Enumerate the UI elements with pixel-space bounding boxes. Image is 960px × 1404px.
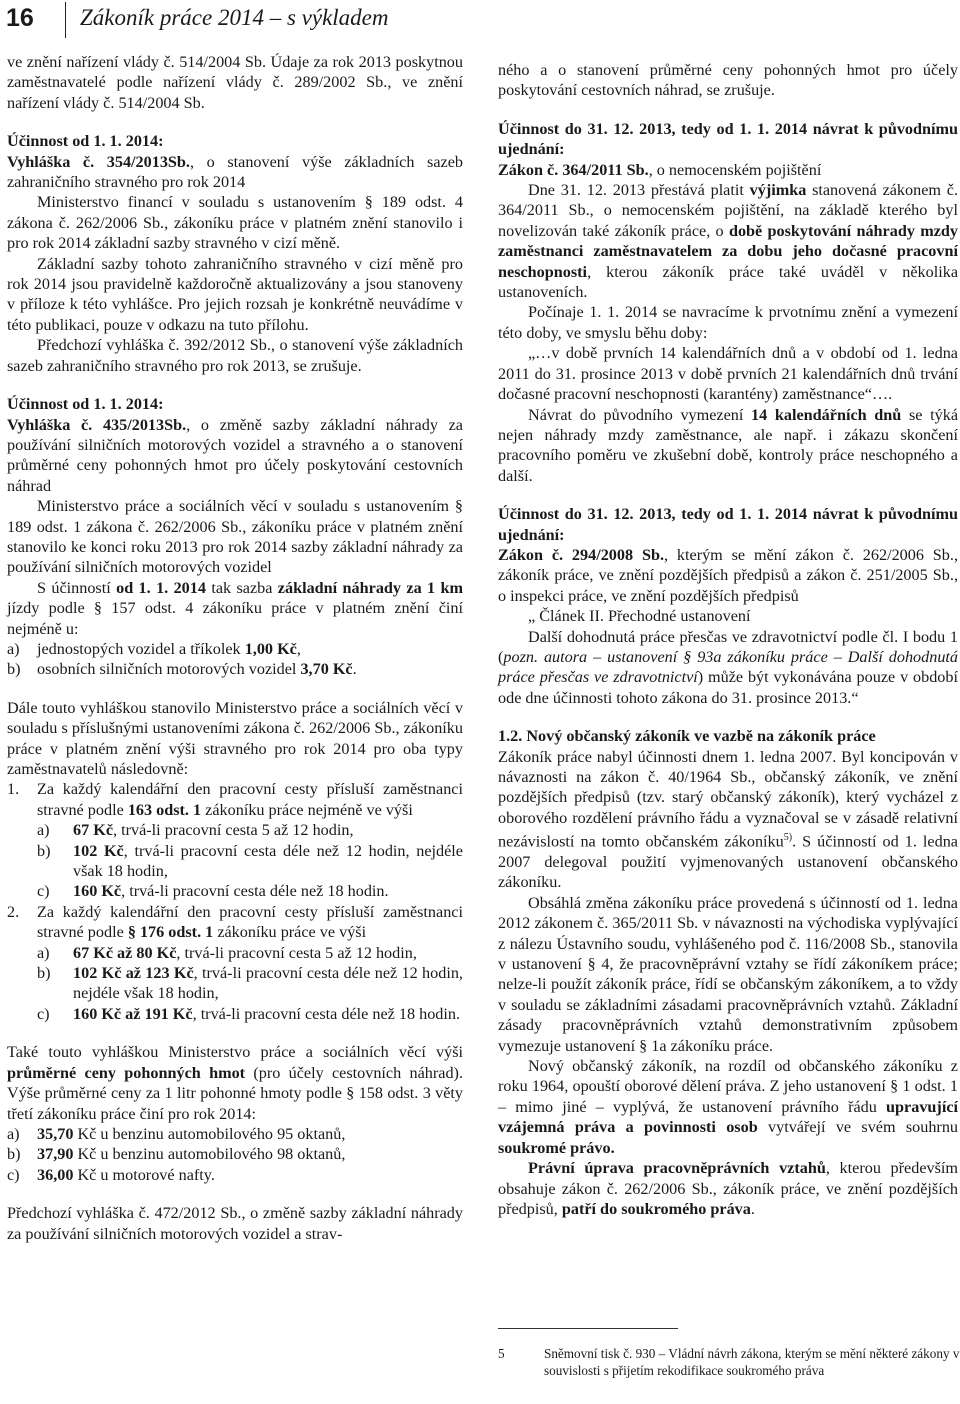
list-marker: a) (7, 639, 20, 658)
text-bold: 14 kalendářních dnů (751, 405, 902, 424)
paragraph (498, 627, 958, 709)
footnote (498, 1346, 960, 1379)
text: Zákoník práce nabyl účinnosti dnem 1. ledna 2007. Byl koncipován v návaznosti na zákon č. 40/1964 Sb., občanský zákoník, ve znění pozdějších předpisů (tzv. starý občanský zákoník), který vycházel z oborového rozdělení právního řádu a vyznačoval se v zásadě relativní nezávislostí na tomto občanském zákoníku (498, 747, 958, 851)
text-bold: 67 Kč až 80 Kč (73, 943, 177, 962)
text-bold: upravující vzájemná práva a povinnosti osob (498, 1097, 958, 1137)
paragraph: Ministerstvo financí v souladu s ustanovením § 189 odst. 4 zákona č. 262/2006 Sb., zákoníku práce v platném znění stanovilo i pro rok 2014 základní sazby stravného v cizí měně. (7, 193, 463, 253)
list-marker: b) (7, 660, 21, 679)
list-marker: c) (37, 1004, 50, 1023)
text: . S účinností od 1. ledna 2007 delegoval použití vyjmenovaných ustanovení občanského zákoníku. (498, 832, 958, 892)
text: jednostopých vozidel a tříkolek (37, 639, 245, 658)
list-marker: 2. (7, 902, 20, 921)
text: Za každý kalendářní den pracovní cesty přísluší zaměstnanci stravné podle (37, 902, 463, 942)
list-item (7, 659, 463, 679)
list-item (7, 1165, 463, 1185)
text: Další dohodnutá práce přesčas ve zdravotnictví podle čl. I bodu 1 ( (498, 627, 958, 666)
list-item (7, 963, 463, 1004)
paragraph: ve znění nařízení vlády č. 514/2004 Sb. Údaje za rok 2013 poskytnou zaměstnavatelé podle nařízení vlády č. 289/2002 Sb., ve znění nařízení vlády č. 514/2004 Sb. (7, 53, 463, 112)
text: , trvá-li pracovní cesta déle než 18 hodin. (121, 882, 389, 901)
text: osobních silničních motorových vozidel (37, 660, 301, 679)
text-bold: od 1. 1. 2014 (116, 578, 206, 597)
decree-title: Vyhláška č. 435/2013Sb. (7, 415, 187, 434)
text: stanovená zákonem č. 364/2011 Sb., o nemocenském pojištění, na základě kterého byl novelizován také zákoník práce, o (498, 181, 958, 240)
paragraph (7, 415, 463, 497)
text-bold: patří do soukromého práva (561, 1199, 751, 1218)
text: , kterou především obsahuje zákon č. 262/2006 Sb., zákoník práce, ve znění pozdějších předpisů, (498, 1159, 958, 1218)
paragraph: Ministerstvo práce a sociálních věcí v souladu s ustanovením § 189 odst. 1 zákona č. 262/2006 Sb., zákoníku práce v platném znění stanovilo ke konci roku 2013 pro rok 2014 sazby základní náhrady za používání silničních motorových vozidel (7, 497, 463, 577)
text: , (296, 639, 301, 658)
text-bold: soukromé právo. (498, 1138, 615, 1157)
section-heading: Účinnost od 1. 1. 2014: (7, 395, 164, 414)
page-number: 16 (6, 4, 34, 32)
numbered-item (7, 779, 463, 820)
footnote-ref: 5) (783, 832, 793, 844)
text: zákoníku práce nejméně ve výši (201, 800, 413, 819)
quote: „…v době prvních 14 kalendářních dnů a v období od 1. ledna 2011 do 31. prosince 2013 v době prvních 21 kalendářních dnů trvání dočasné pracovní neschopnosti (karantény) zaměstnance“…. (498, 344, 958, 404)
footnote-rule (498, 1328, 678, 1329)
paragraph: Základní sazby tohoto zahraničního stravného v cizí měně pro rok 2014 jsou pravidelně každoročně aktualizovány a jsou stanoveny v příloze k této vyhlášce. Pro jejich rozsah je konkrétně neuvádíme v této publikaci, pouze v odkazu na tuto přílohu. (7, 254, 463, 334)
text: , kterým se mění zákon č. 262/2006 Sb., zákoník práce, ve znění pozdějších předpisů a zákon č. 251/2005 Sb., o inspekci práce, ve znění pozdějších předpisů (498, 545, 958, 605)
list-marker: c) (7, 1165, 20, 1184)
text-bold: 1,00 Kč (244, 639, 297, 658)
text: ) může být vykonávána pouze v období ode dne účinnosti tohoto zákona do 31. prosince 2013.“ (498, 668, 958, 707)
header-divider (65, 2, 66, 38)
list-marker: b) (37, 964, 51, 983)
paragraph: ného a o stanovení průměrné ceny pohonných hmot pro účely poskytování cestovních náhrad, se zrušuje. (498, 61, 958, 100)
paragraph: Obsáhlá změna zákoníku práce provedená s účinností od 1. ledna 2012 zákonem č. 365/2011 Sb. v návaznosti na východiska vyplývající z nálezu Ústavního soudu, vyhlášeného pod č. 116/2008 Sb., stanovila v ustanovení § 4, že pracovněprávní vztahy se řídí zákoníkem práce; nelze-li použít zákoník práce, řídí se občanským zákoníkem, a to vždy v souladu se základními zásadami pracovněprávních vztahů. Základní zásady pracovněprávních vztahů demonstrativním způsobem vymezuje ustanovení § 1a zákoníku práce. (498, 893, 958, 1055)
paragraph (498, 1158, 958, 1219)
list-item (7, 639, 463, 659)
text-bold: 36,00 (37, 1165, 74, 1184)
list-marker: c) (37, 882, 50, 901)
text-bold: 160 Kč až 191 Kč (73, 1004, 193, 1023)
text-bold: době poskytování náhrady mzdy zaměstnanci zaměstnavatelem za dobu jeho dočasné pracovní neschopnosti (498, 221, 958, 281)
text: Také touto vyhláškou Ministerstvo práce a sociálních věcí výši (7, 1043, 463, 1062)
paragraph: Dále touto vyhláškou stanovilo Ministerstvo práce a sociálních věcí v souladu s příslušnými ustanoveními zákona č. 262/2006 Sb., zákoníku práce v platném znění výši stravného pro rok 2014 pro oba typy zaměstnavatelů následovně: (7, 698, 463, 778)
list-marker: b) (37, 841, 51, 860)
text-bold: 160 Kč (73, 882, 122, 901)
law-title: Zákon č. 364/2011 Sb. (498, 160, 649, 179)
text: , trvá-li pracovní cesta 5 až 12 hodin, (113, 821, 354, 840)
text-bold: 35,70 (37, 1124, 74, 1143)
paragraph (498, 1056, 958, 1158)
running-title: Zákoník práce 2014 – s výkladem (80, 5, 389, 30)
text: Dne 31. 12. 2013 přestává platit (528, 181, 750, 200)
list-item (7, 943, 463, 963)
numbered-item (7, 902, 463, 943)
list-marker: 1. (7, 780, 20, 799)
page-header (0, 0, 960, 46)
list-item (7, 841, 463, 882)
text-bold: 102 Kč (73, 841, 124, 860)
text-bold: Právní úprava pracovněprávních vztahů (528, 1159, 826, 1178)
paragraph (498, 180, 958, 302)
text: Kč u motorové nafty. (73, 1165, 215, 1184)
rate-list (7, 639, 463, 680)
paragraph (498, 160, 958, 180)
right-column (498, 60, 958, 1219)
text: , o stanovení výše základních sazeb zahraničního stravného pro rok 2014 (7, 152, 463, 192)
text: Kč u benzinu automobilového 98 oktanů, (73, 1145, 346, 1164)
text: , trvá-li pracovní cesta 5 až 12 hodin, (176, 943, 417, 962)
decree-title: Vyhláška č. 354/2013Sb. (7, 152, 190, 171)
text: , trvá-li pracovní cesta déle než 18 hodin. (192, 1004, 461, 1023)
text: S účinností (37, 578, 117, 597)
list-marker: a) (7, 1124, 20, 1143)
text-bold: 163 odst. 1 (127, 800, 202, 819)
text: , o nemocenském pojištění (648, 160, 822, 179)
paragraph (7, 152, 463, 193)
list-item (7, 1004, 463, 1024)
text-bold: výjimka (749, 181, 807, 200)
section-heading: Účinnost do 31. 12. 2013, tedy od 1. 1. 2014 návrat k původnímu ujednání: (498, 119, 958, 159)
footnote-text: Sněmovní tisk č. 930 – Vládní návrh zákona, kterým se mění některé zákony v souvislosti s přijetím rekodifikace soukromého práva (544, 1346, 960, 1378)
text: , trvá-li pracovní cesta déle než 12 hodin, nejdéle však 18 hodin, (73, 841, 463, 881)
left-column (7, 52, 463, 1244)
text: jízdy podle § 157 odst. 4 zákoníku práce v platném znění činí nejméně u: (7, 599, 463, 638)
text-bold: 37,90 (37, 1145, 74, 1164)
text-bold: 102 Kč až 123 Kč (73, 964, 194, 983)
footnote-number: 5 (498, 1346, 505, 1361)
chapter-heading: 1.2. Nový občanský zákoník ve vazbě na zákoník práce (498, 727, 876, 746)
text: . (750, 1199, 755, 1218)
list-marker: a) (37, 821, 50, 840)
paragraph (498, 747, 958, 893)
text-italic: pozn. autora – ustanovení § 93a zákoníku práce – Další dohodnutá práce přesčas ve zdravotnictví (498, 647, 958, 687)
text: zákoníku práce ve výši (213, 923, 367, 942)
text-bold: průměrné ceny pohonných hmot (7, 1063, 246, 1082)
text: Kč u benzinu automobilového 95 oktanů, (73, 1124, 346, 1143)
list-item (7, 1124, 463, 1144)
text: vytvářejí ve svém souhrnu (757, 1118, 959, 1137)
text: Za každý kalendářní den pracovní cesty přísluší zaměstnanci stravné podle (37, 780, 463, 819)
law-title: Zákon č. 294/2008 Sb. (498, 545, 665, 564)
paragraph: „ Článek II. Přechodné ustanovení (528, 607, 751, 626)
list-marker: b) (7, 1145, 21, 1164)
text: Nový občanský zákoník, na rozdíl od občanského zákoníku z roku 1964, opouští oborové dělení práva. Z jeho ustanovení § 1 odst. 1 – mimo jiné – vyplývá, že ustanovení právního řádu (498, 1057, 958, 1116)
list-item (7, 820, 463, 840)
paragraph (7, 578, 463, 639)
paragraph (498, 405, 958, 487)
text: tak sazba (205, 578, 278, 597)
text: , kterou zákoník práce také uváděl v několika ustanoveních. (498, 262, 958, 302)
paragraph (498, 545, 958, 606)
paragraph: Předchozí vyhláška č. 392/2012 Sb., o stanovení výše základních sazeb zahraničního stravného pro rok 2013, se zrušuje. (7, 336, 463, 375)
list-marker: a) (37, 943, 50, 962)
text: , trvá-li pracovní cesta déle než 12 hodin, nejdéle však 18 hodin, (73, 964, 463, 1003)
text-bold: 67 Kč (73, 821, 114, 840)
section-heading: Účinnost do 31. 12. 2013, tedy od 1. 1. 2014 návrat k původnímu ujednání: (498, 505, 958, 544)
text: . (352, 660, 357, 679)
text-bold: 3,70 Kč (300, 660, 353, 679)
paragraph: Počínaje 1. 1. 2014 se navracíme k prvotnímu znění a vymezení této doby, ve smyslu běhu doby: (498, 303, 958, 342)
text: , o změně sazby základní náhrady za používání silničních motorových vozidel a stravného a o stanovení průměrné ceny pohonných hmot pro účely poskytování cestovních náhrad (7, 415, 463, 495)
section-heading: Účinnost od 1. 1. 2014: (7, 132, 164, 151)
list-item (7, 881, 463, 901)
paragraph: Předchozí vyhláška č. 472/2012 Sb., o změně sazby základní náhrady za používání silničních motorových vozidel a strav- (7, 1204, 463, 1243)
paragraph (7, 1042, 463, 1124)
text-bold: základní náhrady za 1 km (277, 578, 463, 597)
list-item (7, 1144, 463, 1164)
text: (pro účely cestovních náhrad). Výše průměrné ceny za 1 litr pohonné hmoty podle § 158 odst. 3 věty třetí zákoníku práce činí pro rok 2014: (7, 1063, 463, 1123)
text-bold: § 176 odst. 1 (127, 923, 214, 942)
text: se týká nejen náhrady mzdy zaměstnance, ale např. i zákazu skončení pracovního poměru ve zkušební době, kontroly práce neschopného a další. (498, 405, 959, 485)
text: Návrat do původního vymezení (528, 405, 752, 424)
